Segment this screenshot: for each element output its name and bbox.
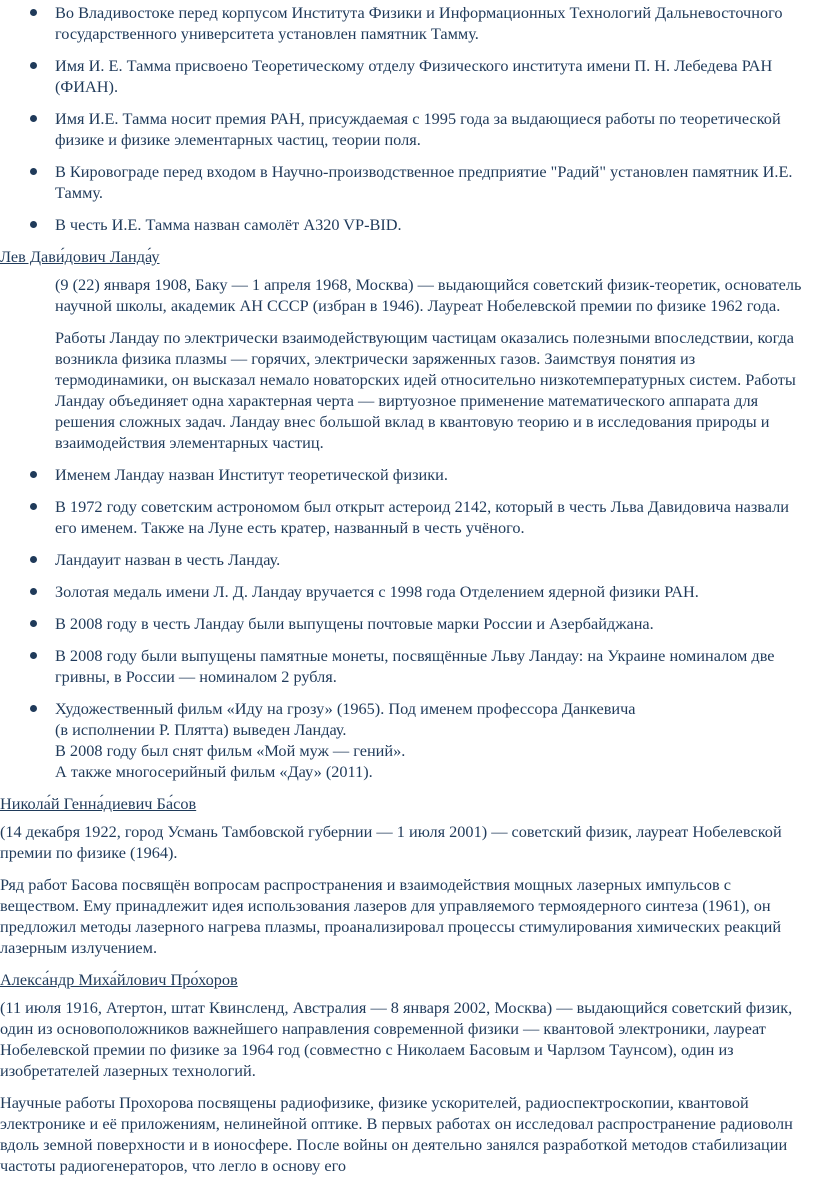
- list-item: Ландауит назван в честь Ландау.: [0, 549, 816, 570]
- list-item: Именем Ландау назван Институт теоретической физики.: [0, 464, 816, 485]
- list-item-film: [0, 698, 816, 782]
- film-line: В 2008 году был снят фильм «Мой муж — гений».: [55, 741, 406, 760]
- heading-basov[interactable]: Никола́й Генна́диевич Ба́сов: [0, 794, 197, 813]
- list-item: В честь И.Е. Тамма назван самолёт A320 VP-BID.: [0, 214, 816, 235]
- list-item: В Кировограде перед входом в Научно-производственное предприятие "Радий" установлен памятник И.Е. Тамму.: [0, 161, 816, 203]
- heading-prokhorov[interactable]: Алекса́ндр Миха́йлович Про́хоров: [0, 970, 238, 989]
- tamm-facts-list: [0, 2, 816, 235]
- landau-work: Работы Ландау по электрически взаимодействующим частицам оказались полезными впоследствии, когда возникла физика плазмы — горячих, электрически заряженных газов. Заимствуя понятия из термодинамики, он высказал немало новаторских идей относительно низкотемпературных систем. Работы Ландау объединяет одна характерная черта — виртуозное применение математического аппарата для решения сложных задач. Ландау внес большой вклад в квантовую теорию и в исследования природы и взаимодействия элементарных частиц.: [55, 328, 796, 452]
- list-item: Имя И. Е. Тамма присвоено Теоретическому отделу Физического института имени П. Н. Лебедева РАН (ФИАН).: [0, 55, 816, 97]
- film-line: (в исполнении Р. Плятта) выведен Ландау.: [55, 720, 347, 739]
- prokhorov-work: Научные работы Прохорова посвящены радиофизике, физике ускорителей, радиоспектроскопии, квантовой электронике и её приложениям, нелинейной оптике. В первых работах он исследовал распространение радиоволн вдоль земной поверхности и в ионосфере. После войны он деятельно занялся разработкой методов стабилизации частоты радиогенераторов, что легло в основу его: [0, 1093, 793, 1175]
- landau-description: [0, 274, 816, 453]
- prokhorov-bio: (11 июля 1916, Атертон, штат Квинсленд, Австралия — 8 января 2002, Москва) — выдающийся советский физик, один из основоположников важнейшего направления современной физики — квантовой электроники, лауреат Нобелевской премии по физике за 1964 год (совместно с Николаем Басовым и Чарлзом Таунсом), один из изобретателей лазерных технологий.: [0, 998, 793, 1080]
- list-item: Имя И.Е. Тамма носит премия РАН, присуждаемая с 1995 года за выдающиеся работы по теоретической физике и физике элементарных частиц, теории поля.: [0, 108, 816, 150]
- list-item: Золотая медаль имени Л. Д. Ландау вручается с 1998 года Отделением ядерной физики РАН.: [0, 581, 816, 602]
- list-item: В 2008 году в честь Ландау были выпущены почтовые марки России и Азербайджана.: [0, 613, 816, 634]
- film-line: Художественный фильм «Иду на грозу» (1965). Под именем профессора Данкевича: [55, 699, 636, 718]
- landau-bio: (9 (22) января 1908, Баку — 1 апреля 1968, Москва) — выдающийся советский физик-теоретик, основатель научной школы, академик АН СССР (избран в 1946). Лауреат Нобелевской премии по физике 1962 года.: [55, 275, 802, 315]
- landau-facts-list: [0, 464, 816, 782]
- list-item: В 1972 году советским астрономом был открыт астероид 2142, который в честь Льва Давидовича назвали его именем. Также на Луне есть кратер, названный в честь учёного.: [0, 496, 816, 538]
- basov-work: Ряд работ Басова посвящён вопросам распространения и взаимодействия мощных лазерных импульсов с веществом. Ему принадлежит идея использования лазеров для управляемого термоядерного синтеза (1961), он предложил методы лазерного нагрева плазмы, проанализировал процессы стимулирования химических реакций лазерным излучением.: [0, 875, 782, 957]
- list-item: В 2008 году были выпущены памятные монеты, посвящённые Льву Ландау: на Украине номиналом две гривны, в России — номиналом 2 рубля.: [0, 645, 816, 687]
- heading-landau[interactable]: Лев Дави́дович Ланда́у: [0, 247, 160, 266]
- list-item: Во Владивостоке перед корпусом Института Физики и Информационных Технологий Дальневосточного государственного университета установлен памятник Тамму.: [0, 2, 816, 44]
- basov-bio: (14 декабря 1922, город Усмань Тамбовской губернии — 1 июля 2001) — советский физик, лауреат Нобелевской премии по физике (1964).: [0, 822, 782, 862]
- film-line: А также многосерийный фильм «Дау» (2011).: [55, 762, 373, 781]
